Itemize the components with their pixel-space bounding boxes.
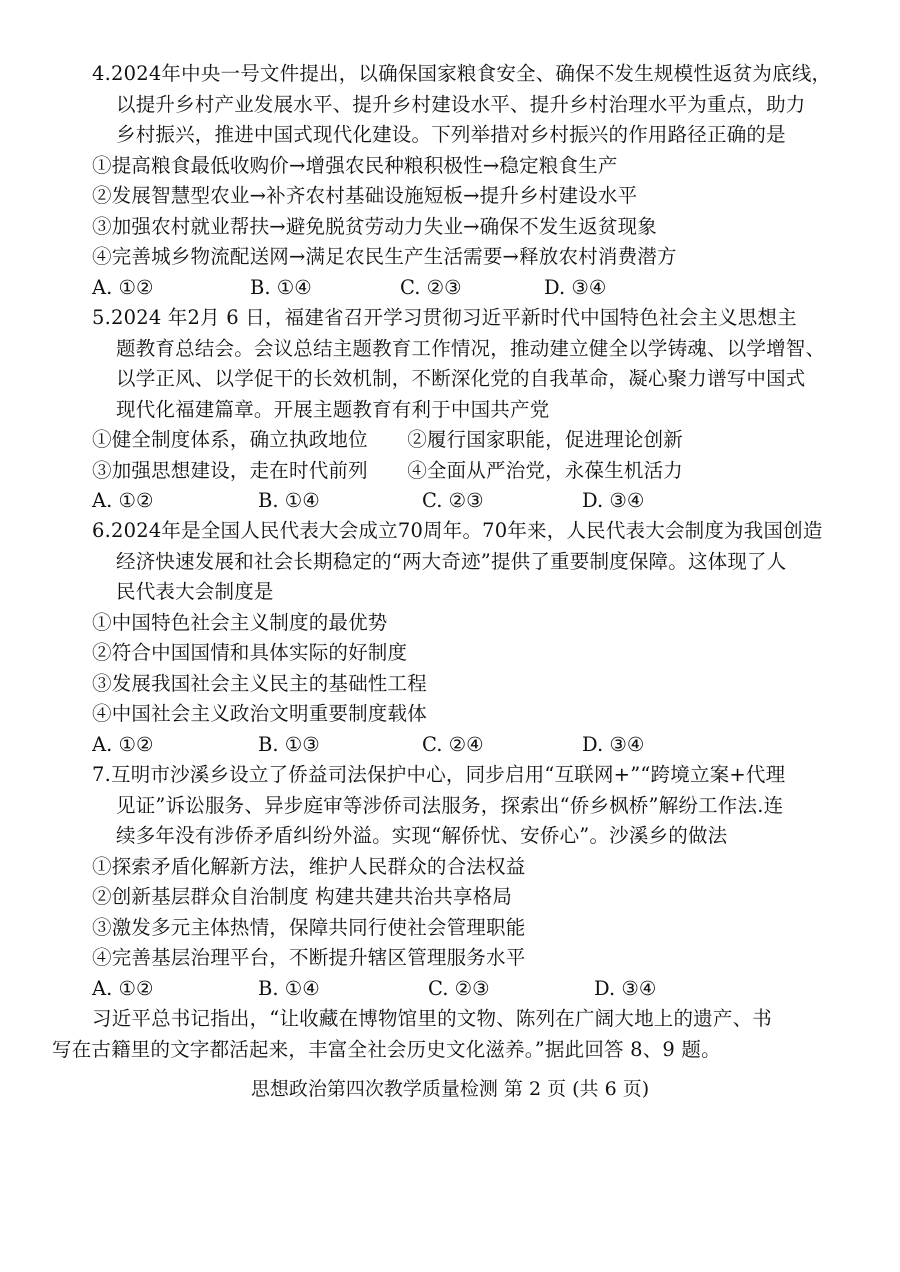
option-statement: ②符合中国国情和具体实际的好制度 [92, 641, 408, 664]
question-stem-line: 题教育总结会。会议总结主题教育工作情况，推动建立健全以学铸魂、以学增智、 [116, 337, 826, 360]
page-footer: 思想政治第四次教学质量检测 第 2 页 (共 6 页) [250, 1078, 650, 1100]
option-statement: ③发展我国社会主义民主的基础性工程 [92, 672, 427, 695]
question-stem-line: 6.2024年是全国人民代表大会成立70周年。70年来，人民代表大会制度为我国创造 [92, 519, 823, 542]
passage-line: 习近平总书记指出，“让收藏在博物馆里的文物、陈列在广阔大地上的遗产、书 [92, 1007, 772, 1030]
option-statement: ④完善基层治理平台，不断提升辖区管理服务水平 [92, 946, 526, 969]
choice-a: A. ①② [92, 733, 154, 756]
choice-c: C. ②③ [400, 276, 462, 299]
option-statement: ①探索矛盾化解新方法，维护人民群众的合法权益 [92, 855, 526, 878]
question-stem-line: 4.2024年中央一号文件提出，以确保国家粮食安全、确保不发生规模性返贫为底线， [92, 62, 832, 85]
option-statement: ④完善城乡物流配送网→满足农民生产生活需要→释放农村消费潜方 [92, 245, 677, 268]
option-statement: ④中国社会主义政治文明重要制度载体 [92, 702, 427, 725]
option-statement: ③激发多元主体热情，保障共同行使社会管理职能 [92, 916, 526, 939]
choice-a: A. ①② [92, 977, 154, 1000]
choice-d: D. ③④ [594, 977, 657, 1000]
choice-c: C. ②④ [422, 733, 484, 756]
question-stem-line: 续多年没有涉侨矛盾纠纷外溢。实现“解侨忧、安侨心”。沙溪乡的做法 [116, 824, 728, 847]
question-stem-line: 经济快速发展和社会长期稳定的“两大奇迹”提供了重要制度保障。这体现了人 [116, 550, 787, 573]
option-statement: ②创新基层群众自治制度 构建共建共治共享格局 [92, 885, 513, 908]
question-stem-line: 民代表大会制度是 [116, 580, 274, 603]
option-statement: ①健全制度体系，确立执政地位 ②履行国家职能，促进理论创新 [92, 428, 684, 451]
choice-c: C. ②③ [422, 489, 484, 512]
choice-b: B. ①③ [258, 733, 320, 756]
option-statement: ③加强思想建设，走在时代前列 ④全面从严治党，永葆生机活力 [92, 459, 684, 482]
option-statement: ①提高粮食最低收购价→增强农民种粮积极性→稳定粮食生产 [92, 154, 618, 177]
option-statement: ②发展智慧型农业→补齐农村基础设施短板→提升乡村建设水平 [92, 184, 638, 207]
choice-c: C. ②③ [428, 977, 490, 1000]
question-stem-line: 以学正风、以学促干的长效机制，不断深化党的自我革命，凝心聚力谱写中国式 [116, 367, 806, 390]
choice-b: B. ①④ [258, 977, 320, 1000]
choice-b: B. ①④ [250, 276, 312, 299]
choice-a: A. ①② [92, 489, 154, 512]
question-stem-line: 见证”诉讼服务、异步庭审等涉侨司法服务，探索出“侨乡枫桥”解纷工作法.连 [116, 794, 784, 817]
choice-d: D. ③④ [582, 489, 645, 512]
passage-line: 写在古籍里的文字都活起来，丰富全社会历史文化滋养。”据此回答 8、9 题。 [52, 1038, 721, 1061]
option-statement: ③加强农村就业帮扶→避免脱贫劳动力失业→确保不发生返贫现象 [92, 215, 657, 238]
question-stem-line: 现代化福建篇章。开展主题教育有利于中国共产党 [116, 398, 550, 421]
question-stem-line: 5.2024 年2月 6 日，福建省召开学习贯彻习近平新时代中国特色社会主义思想主 [92, 306, 797, 329]
question-stem-line: 乡村振兴，推进中国式现代化建设。下列举措对乡村振兴的作用路径正确的是 [116, 123, 786, 146]
choice-d: D. ③④ [544, 276, 607, 299]
option-statement: ①中国特色社会主义制度的最优势 [92, 611, 388, 634]
question-stem-line: 7.互明市沙溪乡设立了侨益司法保护中心，同步启用“互联网+”“跨境立案+代理 [92, 763, 786, 786]
choice-a: A. ①② [92, 276, 154, 299]
choice-d: D. ③④ [582, 733, 645, 756]
question-stem-line: 以提升乡村产业发展水平、提升乡村建设水平、提升乡村治理水平为重点，助力 [116, 93, 806, 116]
choice-b: B. ①④ [258, 489, 320, 512]
